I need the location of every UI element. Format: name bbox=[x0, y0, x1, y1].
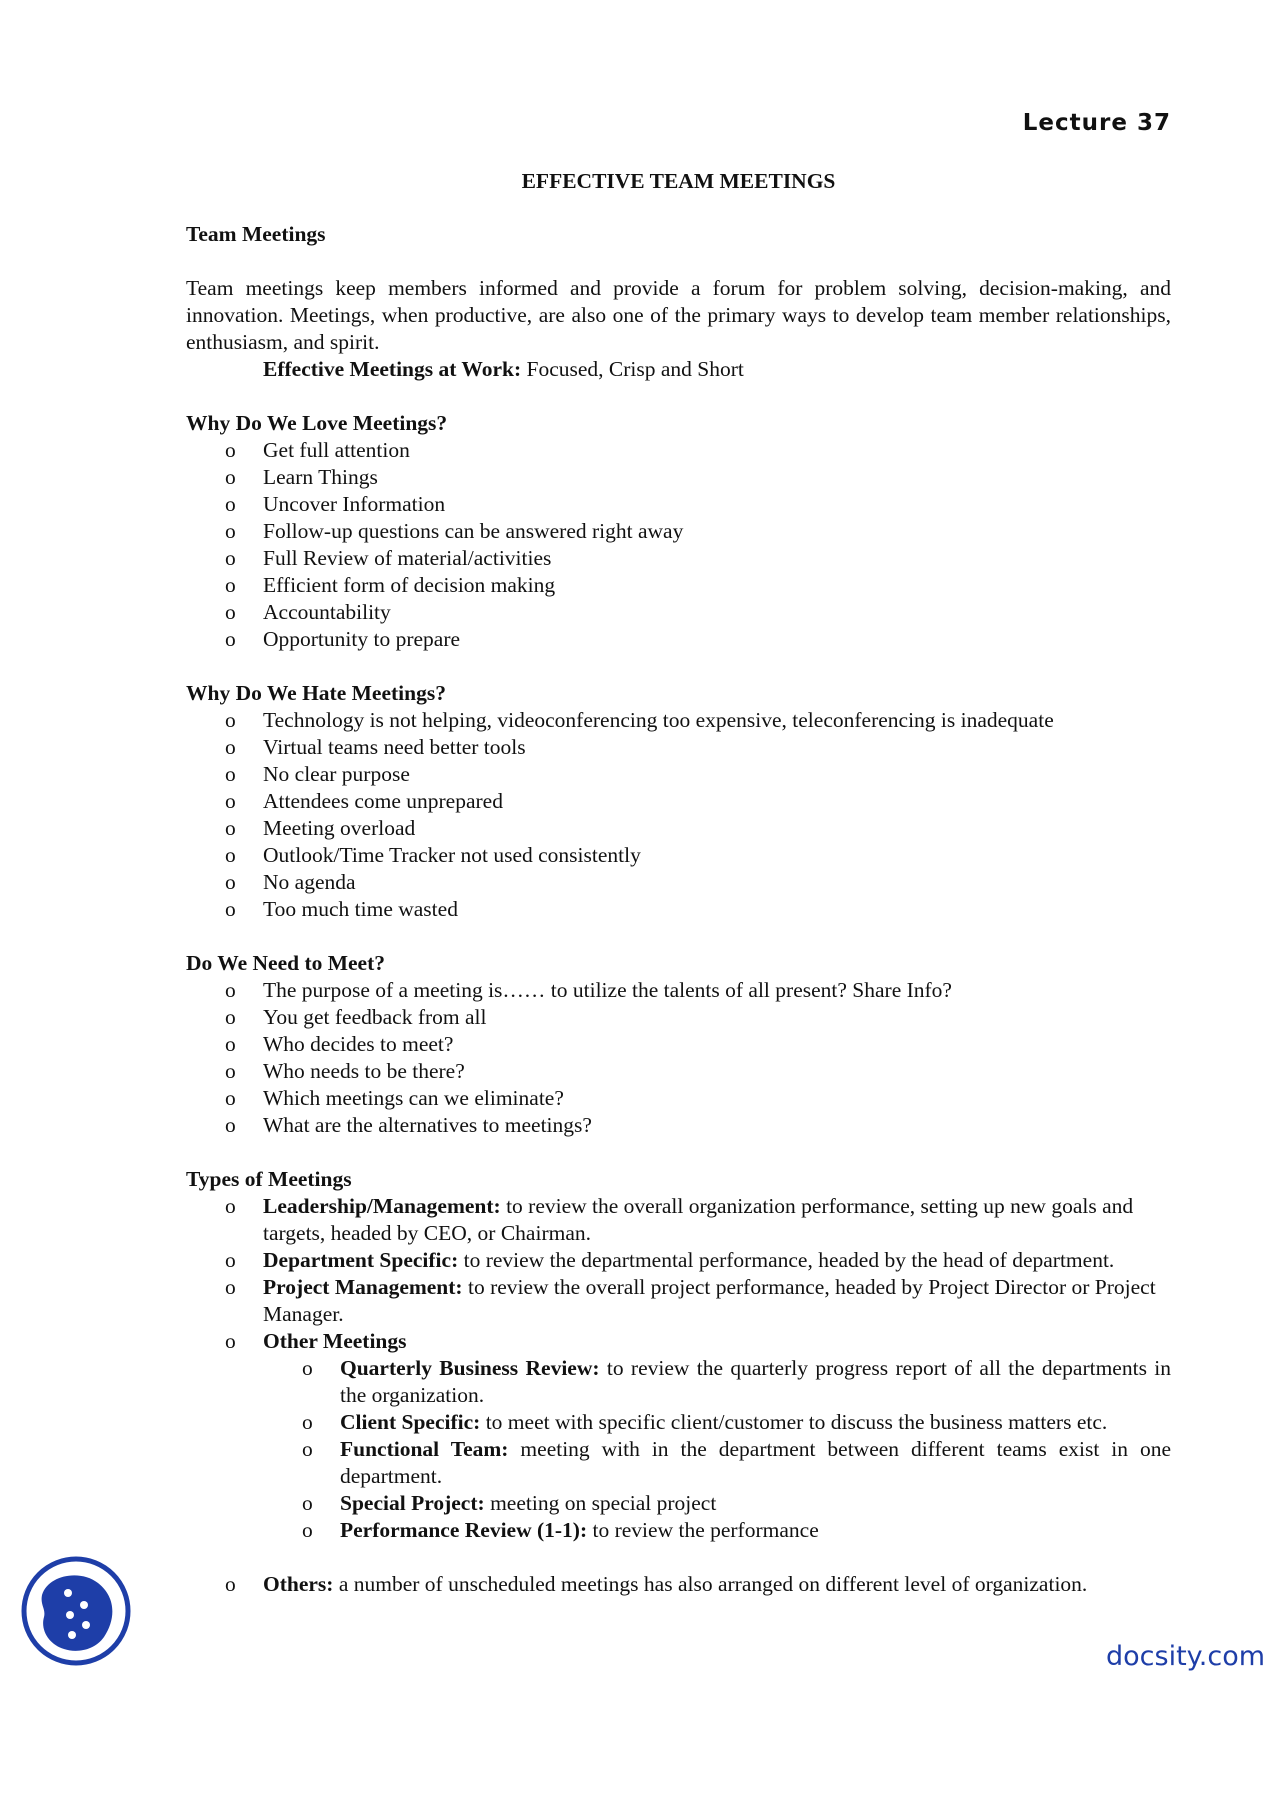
bullet: o bbox=[302, 1356, 313, 1380]
list-item-text: You get feedback from all bbox=[263, 1005, 487, 1029]
list-item-text: Virtual teams need better tools bbox=[263, 735, 526, 759]
bullet: o bbox=[225, 1572, 236, 1596]
bullet: o bbox=[225, 438, 236, 462]
hate-list bbox=[186, 707, 1171, 923]
bullet: o bbox=[225, 1086, 236, 1110]
bullet: o bbox=[225, 789, 236, 813]
page-title: EFFECTIVE TEAM MEETINGS bbox=[521, 169, 836, 193]
bullet: o bbox=[225, 762, 236, 786]
others-label: Others: bbox=[263, 1572, 334, 1596]
other-meeting-text: to review the quarterly progress report of all the departments in the organization. bbox=[340, 1356, 1172, 1407]
meeting-type-label: Project Management: bbox=[263, 1275, 463, 1299]
list-item bbox=[186, 1058, 1171, 1085]
bullet: o bbox=[225, 1248, 236, 1272]
list-item bbox=[263, 1409, 1171, 1436]
bullet: o bbox=[225, 492, 236, 516]
bullet: o bbox=[302, 1437, 313, 1461]
list-item-text: Opportunity to prepare bbox=[263, 627, 461, 651]
list-item bbox=[186, 734, 1171, 761]
list-item bbox=[186, 1328, 1171, 1544]
bullet: o bbox=[225, 978, 236, 1002]
heading-love-meetings: Why Do We Love Meetings? bbox=[186, 411, 448, 435]
list-item-text: Who decides to meet? bbox=[263, 1032, 454, 1056]
heading-team-meetings: Team Meetings bbox=[186, 222, 326, 246]
docsity-watermark: docsity.com bbox=[1106, 1641, 1266, 1672]
list-item-text: Learn Things bbox=[263, 465, 378, 489]
list-item-text: What are the alternatives to meetings? bbox=[263, 1113, 592, 1137]
list-item bbox=[186, 437, 1171, 464]
list-item bbox=[186, 572, 1171, 599]
bullet: o bbox=[225, 816, 236, 840]
team-meetings-paragraph: Team meetings keep members informed and provide a forum for problem solving, decision-making, and innovation. Meetings, when productive, are also one of the primary ways to develop team member relationships, enthusiasm, and spirit. bbox=[186, 276, 1171, 354]
lecture-number: Lecture 37 bbox=[1022, 110, 1171, 136]
list-item bbox=[186, 788, 1171, 815]
bullet: o bbox=[302, 1410, 313, 1434]
list-item-text: Outlook/Time Tracker not used consistently bbox=[263, 843, 641, 867]
list-item-text: Follow-up questions can be answered right away bbox=[263, 519, 684, 543]
docsity-logo-icon bbox=[20, 1555, 132, 1667]
list-item bbox=[186, 464, 1171, 491]
list-item bbox=[186, 1247, 1171, 1274]
meeting-type-text: to review the overall project performance, headed by Project Director or Project Manager. bbox=[263, 1275, 1156, 1326]
document-body bbox=[186, 168, 1171, 1598]
list-item-text: Efficient form of decision making bbox=[263, 573, 556, 597]
other-meeting-label: Special Project: bbox=[340, 1491, 485, 1515]
list-item bbox=[186, 1274, 1171, 1328]
list-item bbox=[186, 626, 1171, 653]
list-item-text: Accountability bbox=[263, 600, 391, 624]
bullet: o bbox=[225, 1032, 236, 1056]
list-item-text: Technology is not helping, videoconferencing too expensive, teleconferencing is inadequate bbox=[263, 708, 1054, 732]
bullet: o bbox=[225, 573, 236, 597]
meeting-type-label: Other Meetings bbox=[263, 1329, 407, 1353]
other-meetings-list bbox=[263, 1355, 1171, 1544]
list-item-text: Too much time wasted bbox=[263, 897, 458, 921]
list-item bbox=[186, 599, 1171, 626]
effective-meetings-line bbox=[186, 356, 1171, 383]
list-item bbox=[186, 761, 1171, 788]
effective-meetings-text: Focused, Crisp and Short bbox=[521, 357, 744, 381]
list-item bbox=[186, 1193, 1171, 1247]
list-item-text: The purpose of a meeting is…… to utilize the talents of all present? Share Info? bbox=[263, 978, 952, 1002]
bullet: o bbox=[302, 1491, 313, 1515]
list-item-text: Who needs to be there? bbox=[263, 1059, 465, 1083]
meeting-type-text: to review the departmental performance, headed by the head of department. bbox=[458, 1248, 1115, 1272]
bullet: o bbox=[225, 897, 236, 921]
list-item bbox=[186, 545, 1171, 572]
list-item bbox=[263, 1355, 1171, 1409]
bullet: o bbox=[225, 708, 236, 732]
other-meeting-label: Client Specific: bbox=[340, 1410, 481, 1434]
list-item-text: Full Review of material/activities bbox=[263, 546, 552, 570]
bullet: o bbox=[225, 546, 236, 570]
meeting-type-text: to review the overall organization performance, setting up new goals and targets, headed by CEO, or Chairman. bbox=[263, 1194, 1134, 1245]
list-item bbox=[263, 1436, 1171, 1490]
list-item-text: Get full attention bbox=[263, 438, 410, 462]
love-list bbox=[186, 437, 1171, 653]
list-item bbox=[186, 869, 1171, 896]
other-meeting-label: Performance Review (1-1): bbox=[340, 1518, 588, 1542]
list-item-text: Meeting overload bbox=[263, 816, 416, 840]
bullet: o bbox=[225, 1113, 236, 1137]
heading-hate-meetings: Why Do We Hate Meetings? bbox=[186, 681, 446, 705]
other-meeting-text: to review the performance bbox=[587, 1518, 819, 1542]
bullet: o bbox=[225, 1275, 236, 1299]
bullet: o bbox=[225, 1005, 236, 1029]
list-item-text: No agenda bbox=[263, 870, 356, 894]
other-meeting-label: Quarterly Business Review: bbox=[340, 1356, 600, 1380]
types-list bbox=[186, 1193, 1171, 1544]
bullet: o bbox=[225, 870, 236, 894]
list-item-text: No clear purpose bbox=[263, 762, 410, 786]
list-item bbox=[263, 1490, 1171, 1517]
bullet: o bbox=[225, 600, 236, 624]
others-text: a number of unscheduled meetings has also arranged on different level of organization. bbox=[333, 1572, 1088, 1596]
bullet: o bbox=[225, 465, 236, 489]
need-list bbox=[186, 977, 1171, 1139]
meeting-type-label: Leadership/Management: bbox=[263, 1194, 501, 1218]
bullet: o bbox=[225, 735, 236, 759]
heading-types-of-meetings: Types of Meetings bbox=[186, 1167, 352, 1191]
other-meeting-text: to meet with specific client/customer to discuss the business matters etc. bbox=[480, 1410, 1108, 1434]
other-meeting-text: meeting with in the department between different teams exist in one department. bbox=[340, 1437, 1172, 1488]
other-meeting-label: Functional Team: bbox=[340, 1437, 509, 1461]
effective-meetings-label: Effective Meetings at Work: bbox=[263, 357, 522, 381]
bullet: o bbox=[225, 1329, 236, 1353]
list-item bbox=[186, 707, 1171, 734]
list-item bbox=[186, 491, 1171, 518]
list-item bbox=[186, 815, 1171, 842]
bullet: o bbox=[225, 519, 236, 543]
bullet: o bbox=[225, 843, 236, 867]
list-item-text: Which meetings can we eliminate? bbox=[263, 1086, 564, 1110]
heading-need-to-meet: Do We Need to Meet? bbox=[186, 951, 386, 975]
others-list bbox=[186, 1571, 1171, 1598]
bullet: o bbox=[302, 1518, 313, 1542]
bullet: o bbox=[225, 1059, 236, 1083]
other-meeting-text: meeting on special project bbox=[484, 1491, 717, 1515]
list-item bbox=[186, 896, 1171, 923]
list-item bbox=[186, 842, 1171, 869]
list-item bbox=[186, 977, 1171, 1004]
list-item bbox=[263, 1517, 1171, 1544]
list-item bbox=[186, 518, 1171, 545]
list-item bbox=[186, 1031, 1171, 1058]
bullet: o bbox=[225, 627, 236, 651]
list-item-text: Uncover Information bbox=[263, 492, 446, 516]
list-item bbox=[186, 1571, 1171, 1598]
bullet: o bbox=[225, 1194, 236, 1218]
list-item bbox=[186, 1085, 1171, 1112]
meeting-type-label: Department Specific: bbox=[263, 1248, 459, 1272]
list-item-text: Attendees come unprepared bbox=[263, 789, 503, 813]
list-item bbox=[186, 1112, 1171, 1139]
list-item bbox=[186, 1004, 1171, 1031]
